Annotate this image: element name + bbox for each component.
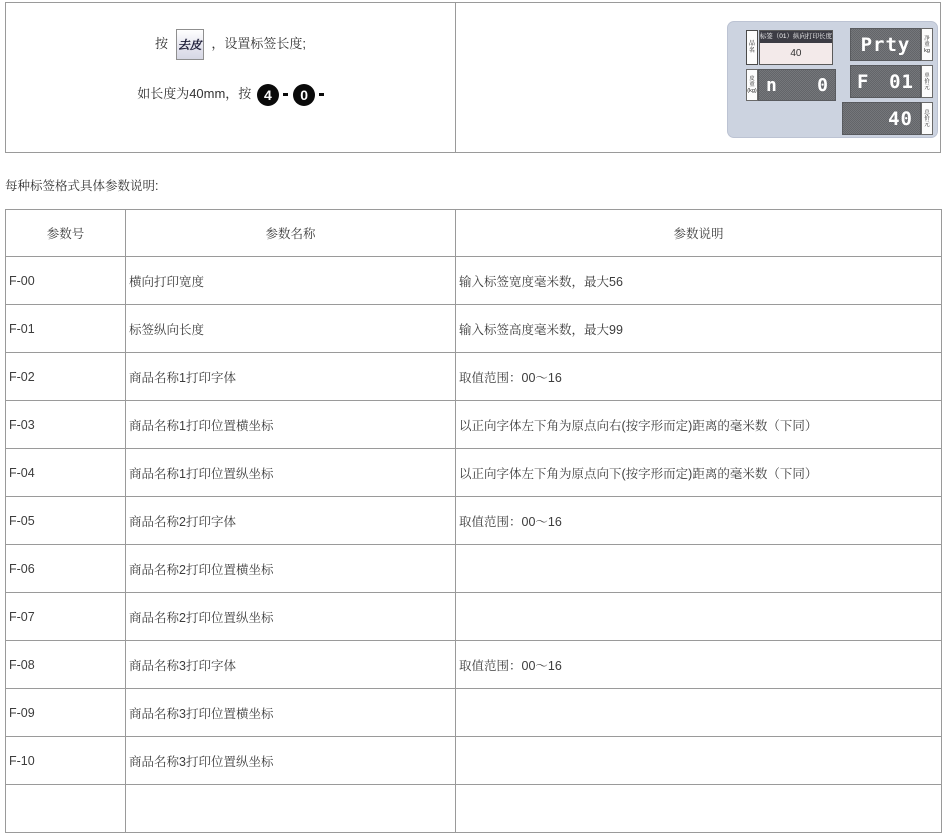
param-id-cell: F-00 bbox=[6, 257, 126, 305]
key-connector-tick bbox=[319, 93, 324, 96]
param-id-cell: F-04 bbox=[6, 449, 126, 497]
param-id-cell: F-09 bbox=[6, 689, 126, 737]
product-name-header-text: 标签（01）纵向打印长度 bbox=[760, 31, 832, 43]
param-desc-cell: 以正向字体左下角为原点向右(按字形而定)距离的毫米数（下同） bbox=[456, 401, 942, 449]
param-desc-cell bbox=[456, 689, 942, 737]
scale-display-panel bbox=[727, 21, 938, 138]
total-price-display bbox=[842, 102, 933, 135]
product-name-display bbox=[746, 30, 833, 65]
param-id-cell bbox=[6, 785, 126, 833]
param-name-cell: 商品名称2打印字体 bbox=[126, 497, 456, 545]
param-name-cell bbox=[126, 785, 456, 833]
table-row bbox=[6, 689, 942, 737]
param-name-cell: 商品名称3打印位置纵坐标 bbox=[126, 737, 456, 785]
param-name-cell: 商品名称1打印字体 bbox=[126, 353, 456, 401]
param-id-cell: F-01 bbox=[6, 305, 126, 353]
product-name-screen bbox=[759, 30, 833, 65]
param-name-cell: 横向打印宽度 bbox=[126, 257, 456, 305]
net-weight-display bbox=[850, 28, 933, 61]
digit-key-4: 4 bbox=[257, 84, 279, 106]
header-param-id: 参数号 bbox=[6, 210, 126, 257]
net-weight-segment-screen: Prty bbox=[850, 28, 921, 61]
table-row bbox=[6, 353, 942, 401]
tare-key-button: 去皮 bbox=[176, 29, 204, 60]
param-desc-cell: 输入标签高度毫米数，最大99 bbox=[456, 305, 942, 353]
table-row bbox=[6, 449, 942, 497]
param-desc-cell bbox=[456, 785, 942, 833]
unit-price-side-label: 单价 元 bbox=[921, 65, 933, 98]
param-desc-cell bbox=[456, 593, 942, 641]
press-prefix-text: 按 bbox=[155, 35, 169, 51]
param-name-cell: 商品名称3打印字体 bbox=[126, 641, 456, 689]
instruction-line-1 bbox=[7, 29, 454, 60]
param-desc-cell: 取值范围：00～16 bbox=[456, 497, 942, 545]
tare-side-label: 皮重 (kg) bbox=[746, 69, 758, 101]
net-weight-side-label: 净重 kg bbox=[921, 28, 933, 61]
instruction-line-2 bbox=[7, 83, 454, 106]
table-row bbox=[6, 257, 942, 305]
param-id-cell: F-02 bbox=[6, 353, 126, 401]
product-name-side-label: 品名 bbox=[746, 30, 758, 65]
param-id-cell: F-07 bbox=[6, 593, 126, 641]
total-price-side-label: 总价 元 bbox=[921, 102, 933, 135]
instruction-cell bbox=[6, 3, 456, 153]
table-row bbox=[6, 641, 942, 689]
table-row bbox=[6, 305, 942, 353]
param-desc-cell bbox=[456, 737, 942, 785]
tare-segment-screen: n 0 bbox=[758, 69, 836, 101]
unit-price-segment-screen: F 01 bbox=[850, 65, 921, 98]
param-id-cell: F-10 bbox=[6, 737, 126, 785]
param-name-cell: 商品名称1打印位置横坐标 bbox=[126, 401, 456, 449]
param-name-cell: 商品名称3打印位置横坐标 bbox=[126, 689, 456, 737]
unit-price-display bbox=[850, 65, 933, 98]
param-name-cell: 商品名称1打印位置纵坐标 bbox=[126, 449, 456, 497]
set-length-text: ，设置标签长度; bbox=[211, 35, 306, 51]
parameter-table bbox=[5, 209, 942, 833]
param-desc-cell bbox=[456, 545, 942, 593]
total-price-segment-screen: 40 bbox=[842, 102, 921, 135]
table-row bbox=[6, 593, 942, 641]
key-connector-tick bbox=[283, 93, 288, 96]
header-param-desc: 参数说明 bbox=[456, 210, 942, 257]
table-row bbox=[6, 737, 942, 785]
instruction-table bbox=[5, 2, 941, 153]
digit-key-0: 0 bbox=[293, 84, 315, 106]
param-id-cell: F-06 bbox=[6, 545, 126, 593]
header-param-name: 参数名称 bbox=[126, 210, 456, 257]
parameter-table-body bbox=[6, 257, 942, 833]
param-desc-cell: 取值范围：00～16 bbox=[456, 353, 942, 401]
parameter-table-header-row bbox=[6, 210, 942, 257]
param-name-cell: 商品名称2打印位置横坐标 bbox=[126, 545, 456, 593]
param-id-cell: F-05 bbox=[6, 497, 126, 545]
param-name-cell: 商品名称2打印位置纵坐标 bbox=[126, 593, 456, 641]
param-desc-cell: 输入标签宽度毫米数，最大56 bbox=[456, 257, 942, 305]
param-id-cell: F-03 bbox=[6, 401, 126, 449]
product-name-value: 40 bbox=[760, 43, 832, 64]
length-example-text: 如长度为40mm，按 bbox=[137, 86, 252, 101]
tare-weight-display bbox=[746, 69, 836, 101]
param-id-cell: F-08 bbox=[6, 641, 126, 689]
display-illustration-cell bbox=[456, 3, 941, 153]
section-heading: 每种标签格式具体参数说明: bbox=[5, 179, 159, 193]
param-name-cell: 标签纵向长度 bbox=[126, 305, 456, 353]
instruction-row bbox=[6, 3, 941, 153]
table-row bbox=[6, 401, 942, 449]
param-desc-cell: 取值范围：00～16 bbox=[456, 641, 942, 689]
table-row bbox=[6, 497, 942, 545]
param-desc-cell: 以正向字体左下角为原点向下(按字形而定)距离的毫米数（下同） bbox=[456, 449, 942, 497]
partial-next-row bbox=[6, 785, 942, 833]
table-row bbox=[6, 545, 942, 593]
